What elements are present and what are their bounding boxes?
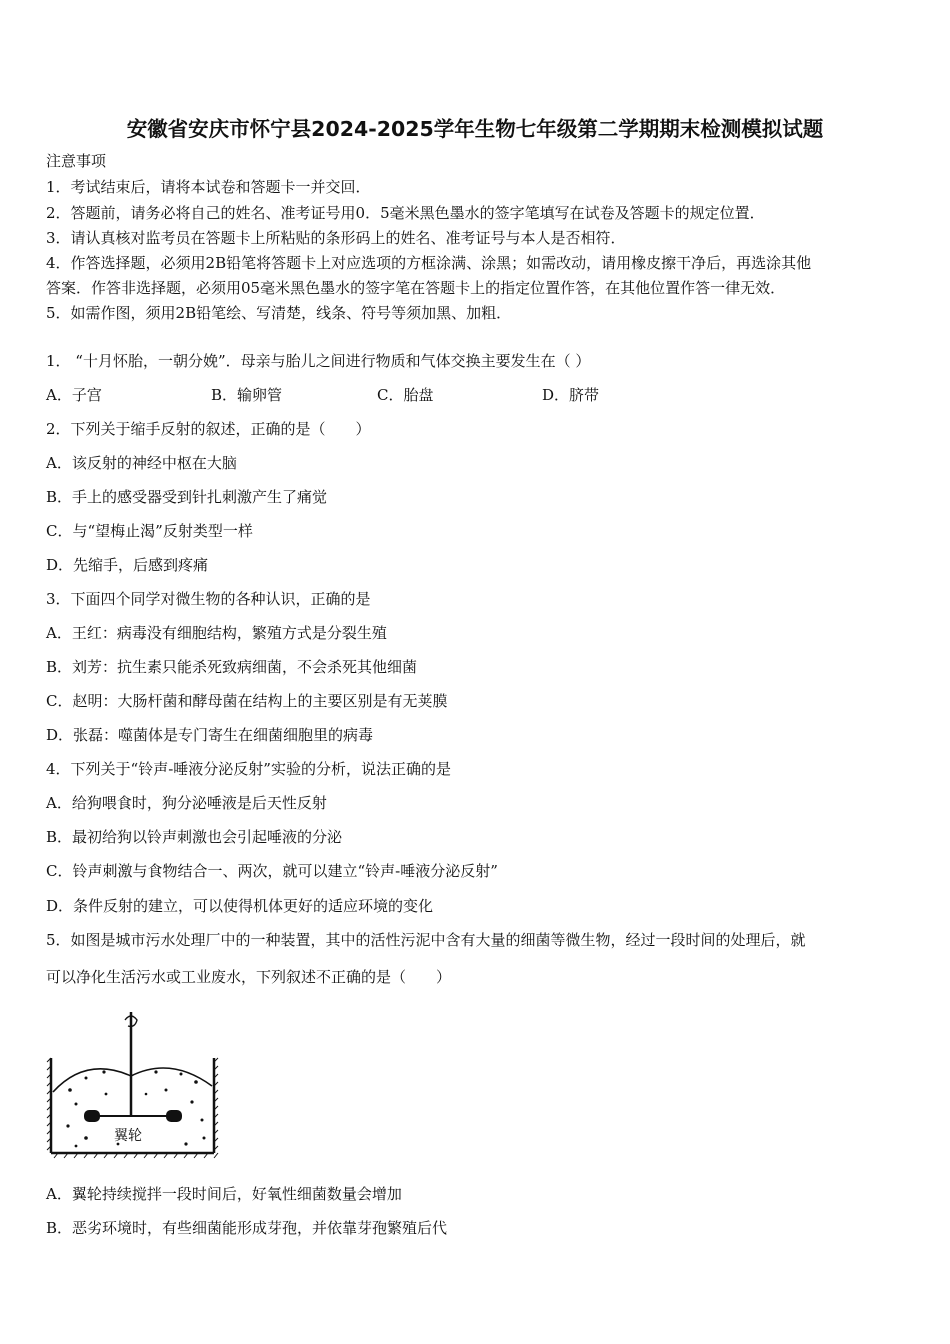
option-d: D．脐带 (542, 386, 600, 404)
option-b: B．输卵管 (211, 386, 283, 404)
option-a: A．给狗喂食时，狗分泌唾液是后天性反射 (46, 794, 327, 812)
option-a: A．子宫 (46, 386, 102, 404)
notice-item: 5．如需作图，须用2B铅笔绘、写清楚，线条、符号等须加黑、加粗． (46, 304, 512, 322)
sludge-surface (53, 1068, 212, 1092)
option-a: A．该反射的神经中枢在大脑 (46, 454, 237, 472)
option-a: A．王红：病毒没有细胞结构，繁殖方式是分裂生殖 (46, 624, 387, 642)
question-5-stem-cont: 可以净化生活污水或工业废水，下列叙述不正确的是（ ） (46, 968, 452, 986)
question-4-stem: 4．下列关于“铃声-唾液分泌反射”实验的分析，说法正确的是 (46, 760, 451, 778)
option-c: C．铃声刺激与食物结合一、两次，就可以建立“铃声-唾液分泌反射” (46, 862, 498, 880)
notice-item: 1．考试结束后，请将本试卷和答题卡一并交回． (46, 178, 371, 196)
option-b: B．恶劣环境时，有些细菌能形成芽孢，并依靠芽孢繁殖后代 (46, 1219, 448, 1237)
option-c: C．与“望梅止渴”反射类型一样 (46, 522, 253, 540)
impeller-blade-left (84, 1110, 100, 1122)
impeller-blade-right (166, 1110, 182, 1122)
notice-heading: 注意事项 (46, 152, 107, 170)
question-2-stem: 2．下列关于缩手反射的叙述，正确的是（ ） (46, 420, 371, 438)
sewage-tank-figure (46, 1006, 221, 1164)
notice-item: 4．作答选择题，必须用2B铅笔将答题卡上对应选项的方框涂满、涂黑；如需改动，请用橡皮擦干净后，再选涂其他 (46, 254, 812, 272)
option-b: B．最初给狗以铃声刺激也会引起唾液的分泌 (46, 828, 343, 846)
page-title: 安徽省安庆市怀宁县2024-2025学年生物七年级第二学期期末检测模拟试题 (126, 117, 824, 141)
option-b: B．手上的感受器受到针扎刺激产生了痛觉 (46, 488, 328, 506)
option-b: B．刘芳：抗生素只能杀死致病细菌，不会杀死其他细菌 (46, 658, 418, 676)
option-d: D．张磊：噬菌体是专门寄生在细菌细胞里的病毒 (46, 726, 374, 744)
question-1-stem: 1． “十月怀胎，一朝分娩”．母亲与胎儿之间进行物质和气体交换主要发生在（ ） (46, 352, 591, 370)
notice-item: 3．请认真核对监考员在答题卡上所粘贴的条形码上的姓名、准考证号与本人是否相符． (46, 229, 626, 247)
option-d: D．条件反射的建立，可以使得机体更好的适应环境的变化 (46, 897, 434, 915)
notice-item: 2．答题前，请务必将自己的姓名、准考证号用0．5毫米黑色墨水的签字笔填写在试卷及答题卡的规定位置． (46, 204, 765, 222)
option-c: C．赵明：大肠杆菌和酵母菌在结构上的主要区别是有无荚膜 (46, 692, 448, 710)
option-a: A．翼轮持续搅拌一段时间后，好氧性细菌数量会增加 (46, 1185, 402, 1203)
option-c: C．胎盘 (377, 386, 434, 404)
question-5-stem: 5．如图是城市污水处理厂中的一种装置，其中的活性污泥中含有大量的细菌等微生物，经过一段时间的处理后，就 (46, 931, 806, 949)
question-3-stem: 3．下面四个同学对微生物的各种认识，正确的是 (46, 590, 371, 608)
impeller-label: 翼轮 (114, 1128, 142, 1144)
option-d: D．先缩手，后感到疼痛 (46, 556, 209, 574)
notice-item: 答案．作答非选择题，必须用05毫米黑色墨水的签字笔在答题卡上的指定位置作答，在其他位置作答一律无效． (46, 279, 786, 297)
